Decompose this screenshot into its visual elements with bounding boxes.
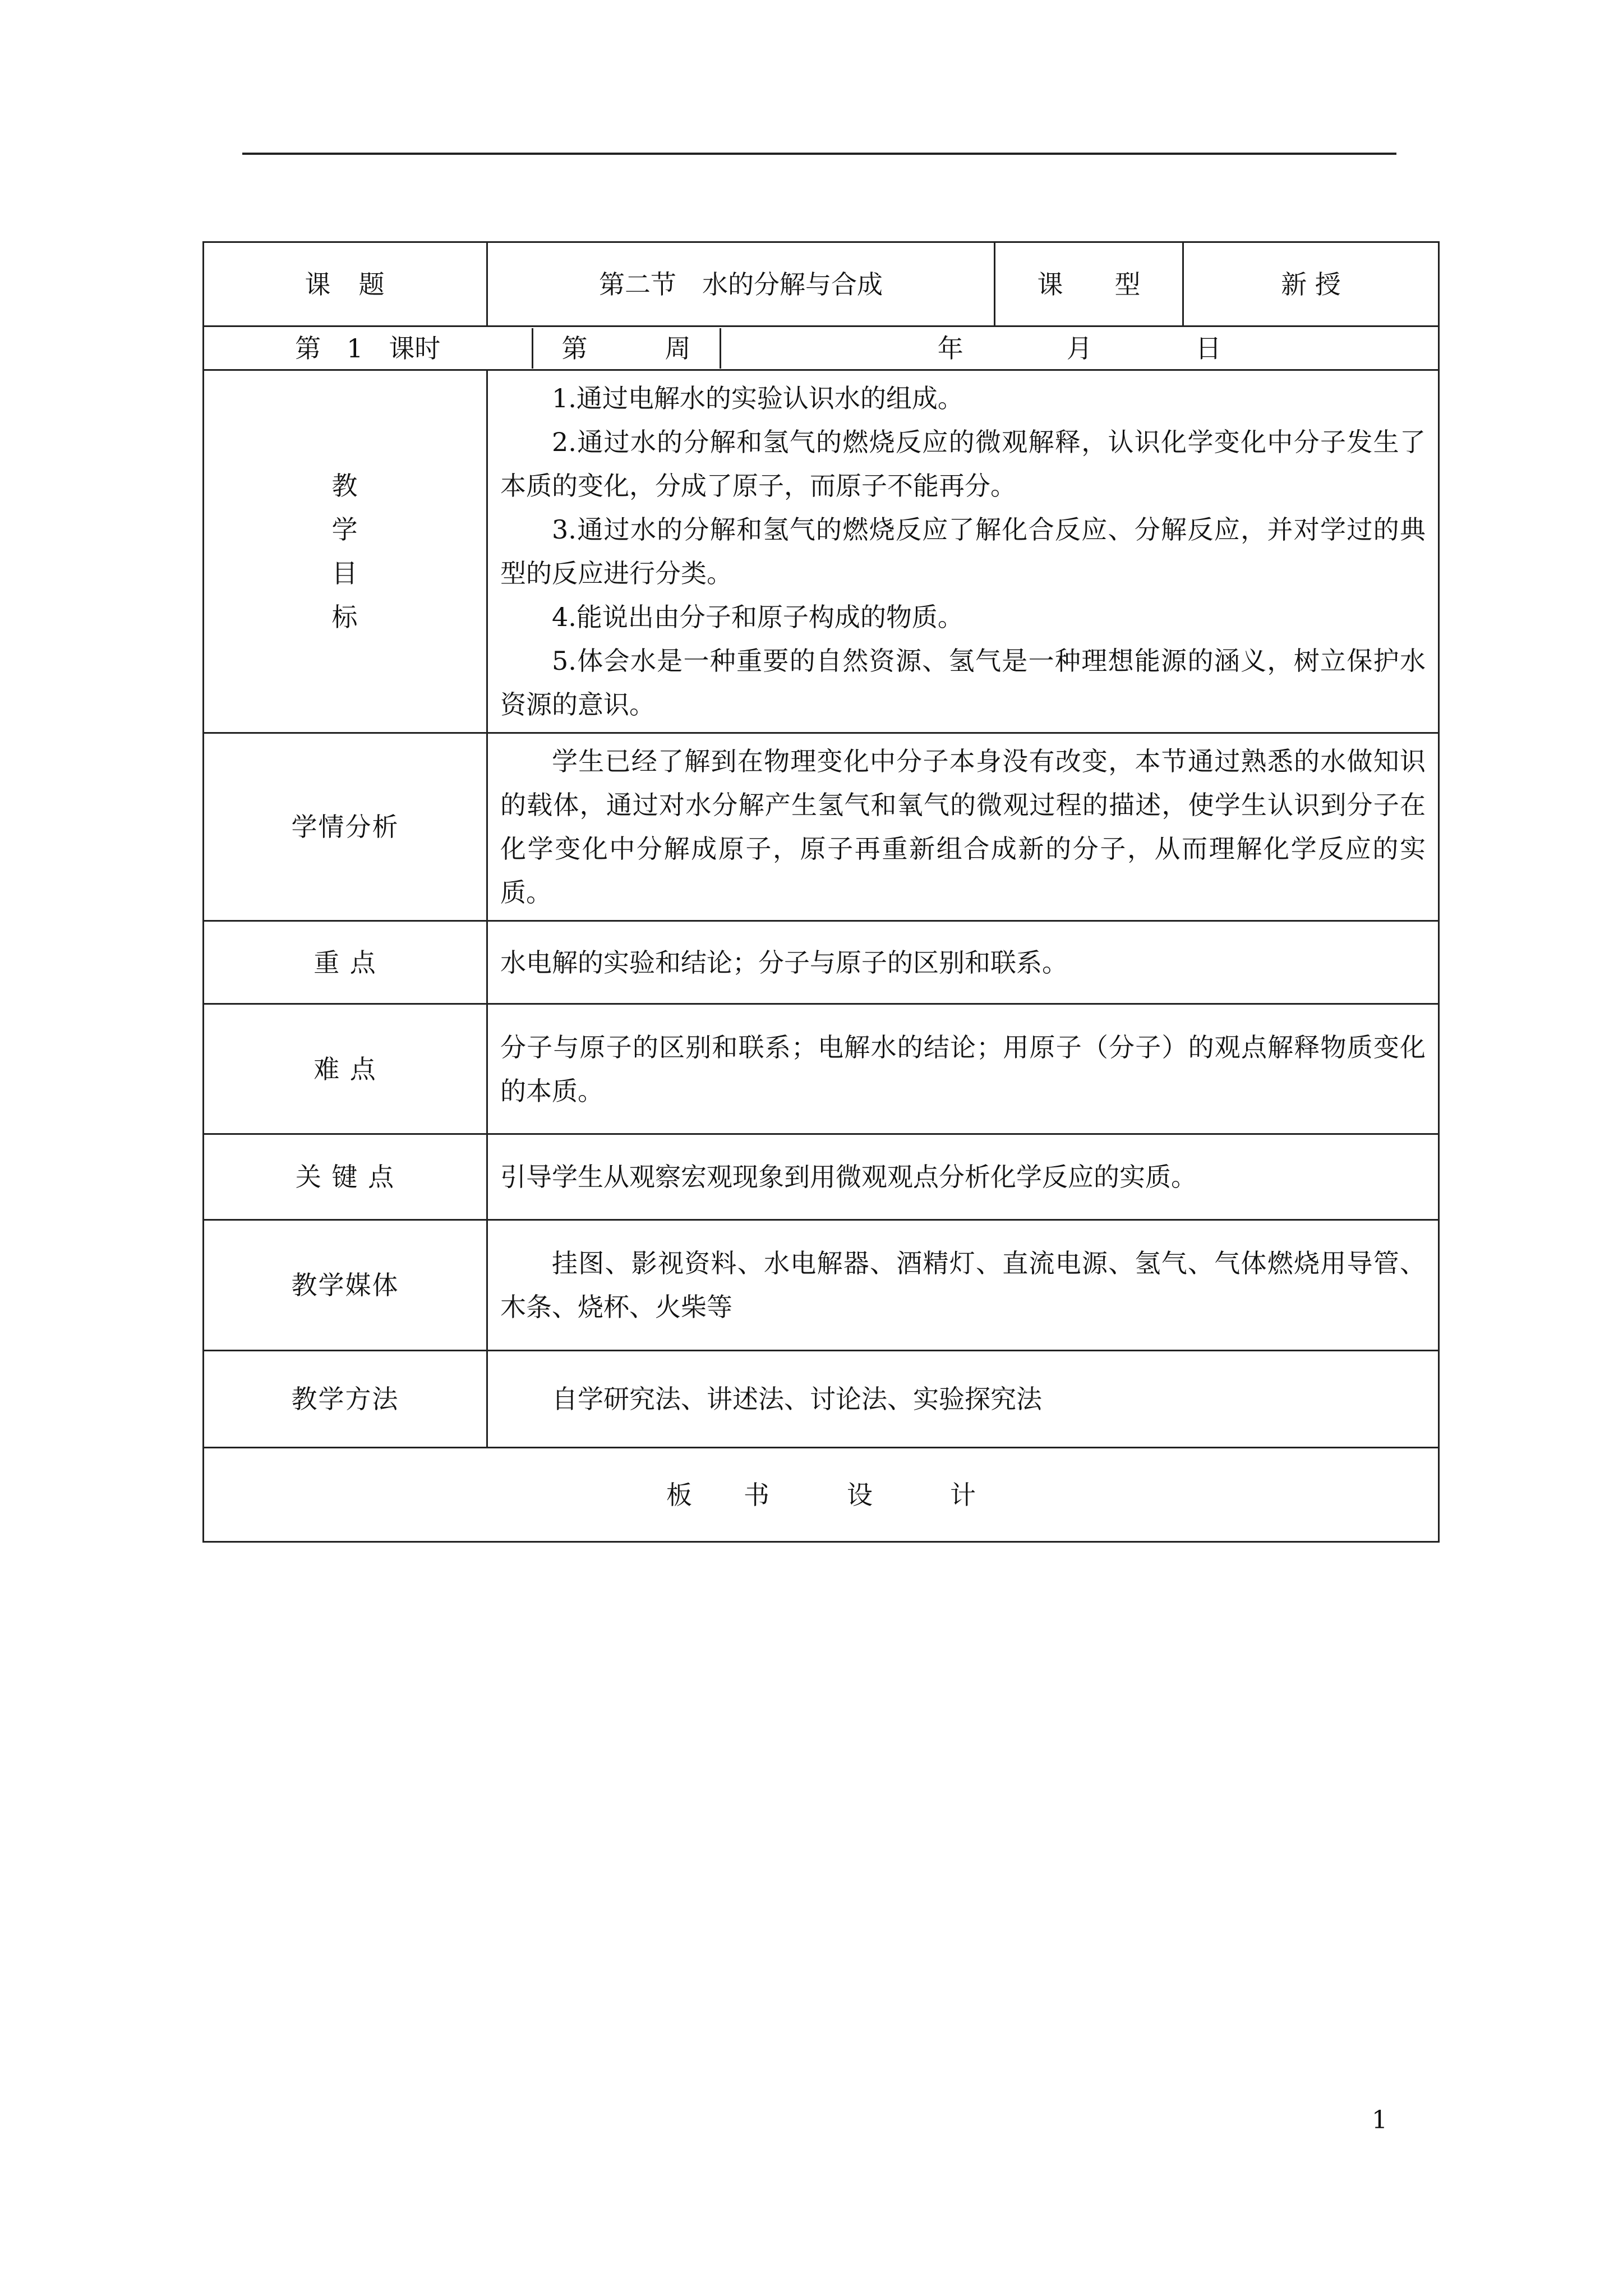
objectives-label-char-2: 学 [331,514,359,545]
difficulties-label: 难 点 [204,1004,487,1134]
analysis-row [204,733,1439,921]
objectives-label [204,370,487,733]
lesson-type-value: 新 授 [1183,242,1439,326]
objective-item: 5.体会水是一种重要的自然资源、氢气是一种理想能源的涵义，树立保护水资源的意识。 [500,646,1426,720]
objectives-label-char-1: 教 [331,471,359,501]
critical-point-text: 引导学生从观察宏观现象到用微观观点分析化学反应的实质。 [500,1162,1197,1192]
key-points-text: 水电解的实验和结论；分子与原子的区别和联系。 [500,947,1068,978]
methods-label: 教学方法 [204,1351,487,1448]
analysis-content [487,733,1439,921]
key-points-label: 重 点 [204,921,487,1004]
media-label: 教学媒体 [204,1220,487,1351]
objectives-label-char-3: 目 [331,558,359,588]
objectives-row [204,370,1439,733]
difficulties-row [204,1004,1439,1134]
topic-label: 课 题 [204,242,487,326]
schedule-inner-table [204,328,1438,369]
media-content [487,1220,1439,1351]
analysis-label: 学情分析 [204,733,487,921]
key-points-row [204,921,1439,1004]
board-design-row [204,1448,1439,1542]
objective-item: 3.通过水的分解和氢气的燃烧反应了解化合反应、分解反应，并对学过的典型的反应进行分类。 [500,514,1426,588]
lesson-number: 第 1 课时 [295,333,441,364]
page-number: 1 [1372,2106,1387,2134]
topic-row [204,242,1439,326]
objectives-content [487,370,1439,733]
board-design-label: 板 书 设 计 [204,1448,1439,1542]
objective-item: 4.能说出由分子和原子构成的物质。 [552,602,963,632]
header-rule [242,153,1396,155]
methods-text: 自学研究法、讲述法、讨论法、实验探究法 [552,1384,1042,1414]
difficulties-content [487,1004,1439,1134]
methods-content [487,1351,1439,1448]
schedule-row [204,326,1439,370]
lesson-plan-table [202,241,1440,1543]
critical-point-content [487,1134,1439,1220]
analysis-text: 学生已经了解到在物理变化中分子本身没有改变，本节通过熟悉的水做知识的载体，通过对水分解产生氢气和氧气的微观过程的描述，使学生认识到分子在化学变化中分解成原子，原子再重新组合成新的分子，从而理解化学反应的实质。 [500,746,1426,908]
media-row [204,1220,1439,1351]
topic-value: 第二节 水的分解与合成 [487,242,995,326]
lesson-type-label: 课 型 [995,242,1183,326]
difficulties-text: 分子与原子的区别和联系；电解水的结论；用原子（分子）的观点解释物质变化的本质。 [500,1032,1426,1106]
date-field: 年 月 日 [720,328,1438,369]
objective-item: 1.通过电解水的实验认识水的组成。 [552,383,963,413]
methods-row [204,1351,1439,1448]
week-field: 第 周 [532,328,720,369]
key-points-content [487,921,1439,1004]
critical-point-label: 关 键 点 [204,1134,487,1220]
schedule-cell [204,326,1439,370]
objectives-label-char-4: 标 [331,602,359,632]
critical-point-row [204,1134,1439,1220]
objective-item: 2.通过水的分解和氢气的燃烧反应的微观解释，认识化学变化中分子发生了本质的变化，分成了原子，而原子不能再分。 [500,427,1426,501]
media-text: 挂图、影视资料、水电解器、酒精灯、直流电源、氢气、气体燃烧用导管、木条、烧杯、火柴等 [500,1248,1426,1322]
